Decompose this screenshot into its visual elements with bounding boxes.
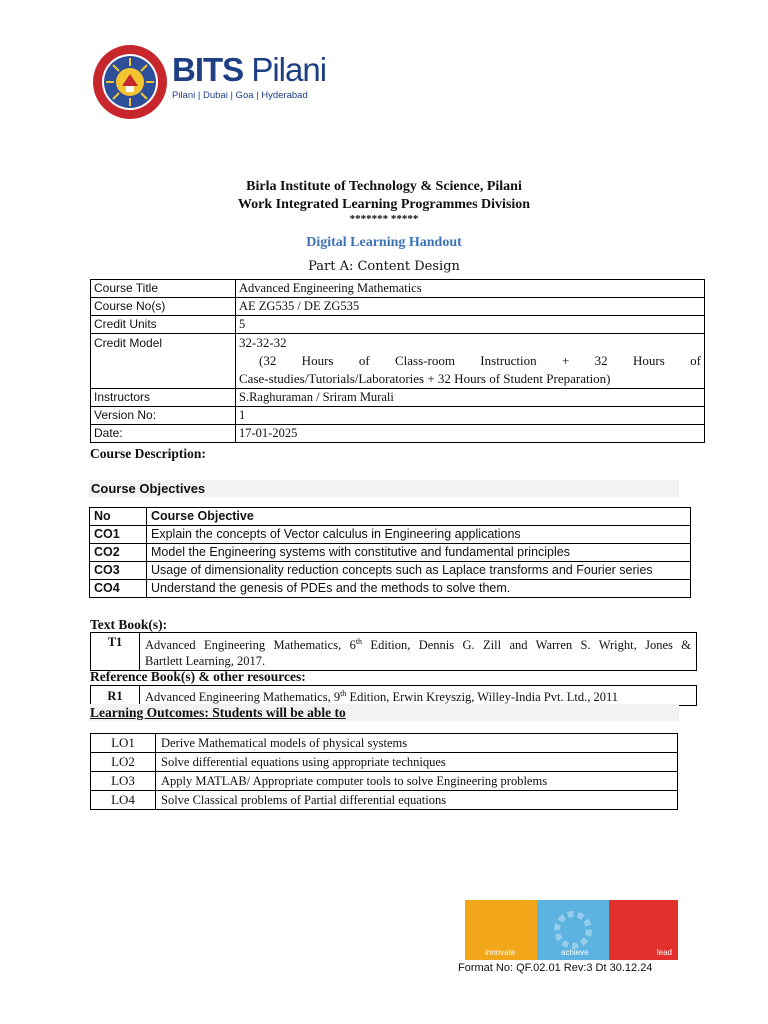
course-title-label: Course Title — [91, 280, 236, 298]
version-label: Version No: — [91, 407, 236, 425]
credit-model-detail-line2: Case-studies/Tutorials/Laboratories + 32 Hours of Student Preparation) — [239, 371, 611, 386]
bits-seal-logo — [92, 44, 168, 120]
objective-text: Explain the concepts of Vector calculus in Engineering applications — [147, 526, 691, 544]
objective-text: Model the Engineering systems with constitutive and fundamental principles — [147, 544, 691, 562]
objective-id: CO1 — [90, 526, 147, 544]
outcome-text: Apply MATLAB/ Appropriate computer tools to solve Engineering problems — [156, 772, 678, 791]
banner-word-lead: lead — [656, 948, 672, 957]
outcome-text: Derive Mathematical models of physical systems — [156, 734, 678, 753]
objective-text: Understand the genesis of PDEs and the methods to solve them. — [147, 580, 691, 598]
reference-book-authors: Edition, Erwin Kreyszig, Willey-India Pvt. Ltd., 2011 — [346, 690, 618, 705]
table-row — [90, 562, 691, 580]
table-row — [91, 316, 705, 334]
outcome-text: Solve Classical problems of Partial differential equations — [156, 791, 678, 810]
course-objectives-heading: Course Objectives — [91, 481, 206, 496]
outcome-id: LO3 — [91, 772, 156, 791]
course-description-heading: Course Description: — [90, 446, 206, 461]
course-number-label: Course No(s) — [91, 298, 236, 316]
stars-separator: ******* ***** — [349, 213, 419, 225]
brand-name-light: Pilani — [251, 51, 327, 88]
reference-books-heading: Reference Book(s) & other resources: — [90, 669, 306, 684]
learning-outcomes-table — [90, 733, 678, 810]
division-name: Work Integrated Learning Programmes Division — [237, 197, 531, 212]
table-row — [91, 298, 705, 316]
outcome-id: LO1 — [91, 734, 156, 753]
reference-book-id: R1 — [91, 686, 140, 706]
table-row — [91, 334, 705, 389]
course-info-table — [90, 279, 705, 443]
credit-units-label: Credit Units — [91, 316, 236, 334]
table-row — [91, 280, 705, 298]
objective-id: CO4 — [90, 580, 147, 598]
version-value: 1 — [236, 407, 705, 425]
text-book-entry — [140, 633, 697, 671]
text-book-line2: Bartlett Learning, 2017. — [145, 654, 266, 669]
part-title: Part A: Content Design — [308, 259, 460, 274]
objective-text: Usage of dimensionality reduction concepts such as Laplace transforms and Fourier series — [147, 562, 691, 580]
text-book-title: Advanced Engineering Mathematics, 6 — [145, 638, 356, 653]
banner-band-achieve — [537, 900, 609, 960]
banner-word-achieve: achieve — [561, 948, 589, 957]
table-row — [90, 580, 691, 598]
table-row — [91, 389, 705, 407]
table-header-row — [90, 508, 691, 526]
objective-id: CO2 — [90, 544, 147, 562]
text-book-authors: Edition, Dennis G. Zill and Warren S. Wright, Jones & — [362, 638, 691, 653]
outcome-id: LO4 — [91, 791, 156, 810]
reference-books-table — [90, 685, 697, 706]
edition-superscript: th — [355, 637, 363, 646]
table-row — [91, 686, 697, 706]
learning-outcomes-heading: Learning Outcomes: Students will be able to — [90, 705, 346, 720]
edition-superscript: th — [340, 689, 347, 698]
text-book-id: T1 — [91, 633, 140, 671]
gear-icon — [543, 908, 603, 952]
innovate-achieve-lead-banner — [465, 900, 678, 960]
table-row — [91, 753, 678, 772]
table-row — [91, 772, 678, 791]
credit-model-cell — [236, 334, 705, 389]
column-header-no: No — [90, 508, 147, 526]
banner-band-lead — [609, 900, 678, 960]
objective-id: CO3 — [90, 562, 147, 580]
banner-band-innovate — [465, 900, 537, 960]
handout-title: Digital Learning Handout — [306, 235, 462, 250]
institute-name: Birla Institute of Technology & Science, Pilani — [246, 179, 522, 194]
brand-name — [172, 52, 326, 88]
reference-book-title: Advanced Engineering Mathematics, 9 — [145, 690, 341, 705]
table-row — [91, 791, 678, 810]
instructors-label: Instructors — [91, 389, 236, 407]
course-title-value: Advanced Engineering Mathematics — [236, 280, 705, 298]
text-book-line1 — [145, 634, 691, 653]
table-row — [91, 407, 705, 425]
table-row — [91, 425, 705, 443]
credit-model-label: Credit Model — [91, 334, 236, 389]
brand-campuses: Pilani | Dubai | Goa | Hyderabad — [172, 90, 308, 101]
text-books-heading: Text Book(s): — [90, 617, 168, 632]
outcome-id: LO2 — [91, 753, 156, 772]
course-number-value: AE ZG535 / DE ZG535 — [236, 298, 705, 316]
brand-name-bold: BITS — [172, 51, 244, 88]
column-header-objective: Course Objective — [147, 508, 691, 526]
reference-book-entry — [140, 686, 697, 706]
credit-model-detail-line1: (32 Hours of Class-room Instruction + 32 Hours of — [259, 353, 701, 368]
outcome-text: Solve differential equations using appropriate techniques — [156, 753, 678, 772]
credit-units-value: 5 — [236, 316, 705, 334]
course-objectives-table — [89, 507, 691, 598]
banner-word-innovate: innovate — [485, 948, 516, 957]
table-row — [90, 526, 691, 544]
text-books-table — [90, 632, 697, 671]
table-row — [91, 633, 697, 671]
instructors-value: S.Raghuraman / Sriram Murali — [236, 389, 705, 407]
format-number: Format No: QF.02.01 Rev:3 Dt 30.12.24 — [458, 962, 653, 974]
date-value: 17-01-2025 — [236, 425, 705, 443]
table-row — [90, 544, 691, 562]
table-row — [91, 734, 678, 753]
credit-model-value: 32-32-32 — [239, 335, 287, 350]
date-label: Date: — [91, 425, 236, 443]
